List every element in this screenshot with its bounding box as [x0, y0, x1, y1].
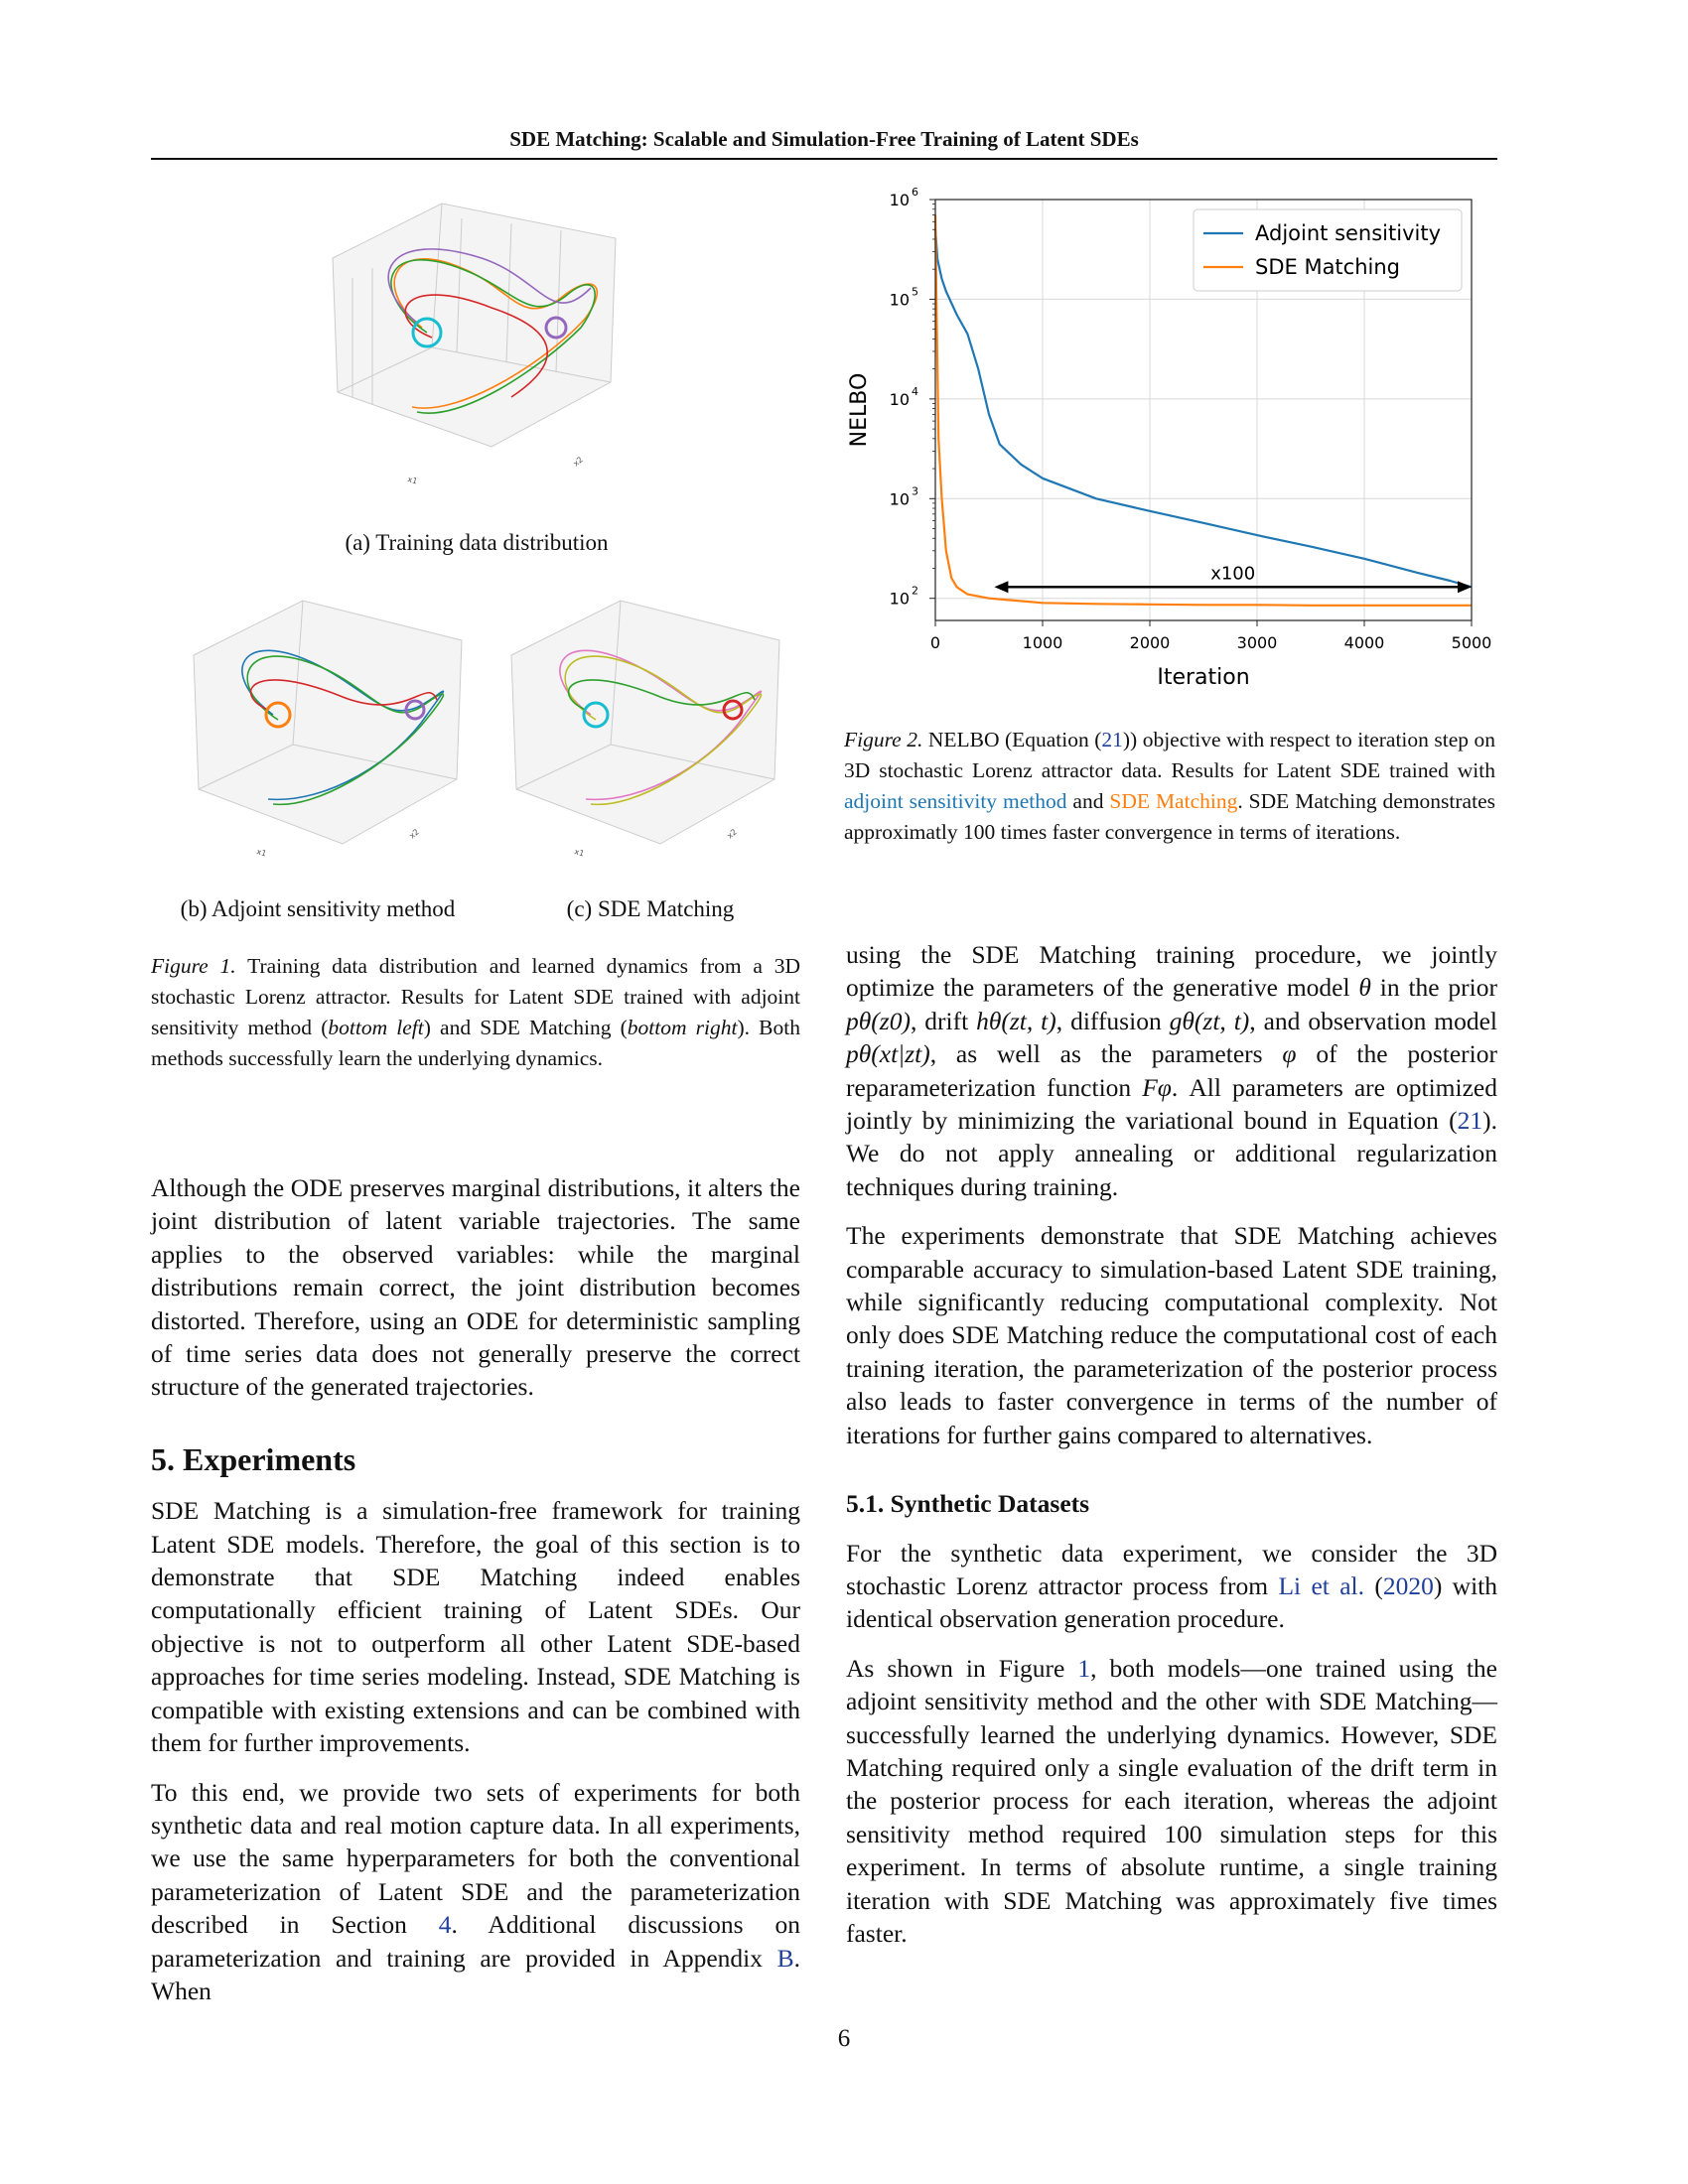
axis-label-x2: x2	[725, 827, 739, 841]
legend-label: SDE Matching	[1255, 255, 1400, 279]
figure2-caption: Figure 2. NELBO (Equation (21)) objective with respect to iteration step on 3D stochastic Lorenz attractor data. Results for Latent SDE trained with adjoint sensitivity method and SDE Matching. SDE Matching demonstrates approximatly 100 times faster convergence in terms of iterations.	[844, 728, 1495, 844]
axis-label-x2: x2	[407, 827, 421, 841]
paragraph-synthetic-setup: For the synthetic data experiment, we consider the 3D stochastic Lorenz attractor process from Li et al. (2020) with identical observation generation procedure.	[846, 1538, 1498, 1634]
figure1b-caption: (b) Adjoint sensitivity method	[180, 896, 456, 921]
figure-ref-1[interactable]: 1	[1077, 1653, 1091, 1683]
legend-label: Adjoint sensitivity	[1255, 221, 1442, 245]
citation-li-et-al[interactable]: Li et al.	[1278, 1570, 1364, 1600]
y-tick-label: 10	[889, 589, 910, 609]
figure1-label: Figure 1.	[151, 954, 236, 978]
section-heading-experiments: 5. Experiments	[151, 1440, 356, 1477]
page-number: 6	[837, 2025, 851, 2052]
axis-label-x1: x1	[255, 847, 268, 859]
citation-year[interactable]: 2020	[1382, 1570, 1434, 1600]
annotation-arrowhead-right	[1458, 581, 1472, 593]
running-header: SDE Matching: Scalable and Simulation-Free Training of Latent SDEs	[509, 127, 1139, 151]
header-rule	[151, 158, 1497, 160]
y-tick-exponent: 6	[912, 186, 918, 199]
left-column	[151, 1171, 800, 2023]
y-tick-label: 10	[889, 191, 910, 209]
axis-label-x1: x1	[573, 847, 586, 859]
paragraph-experiments-setup: To this end, we provide two sets of experiments for both synthetic data and real motion capture data. In all experiments, we use the same hyperparameters for both the conventional parameterization of Latent SDE and the parameterization described in Section 4. Additional discussions on parameterization and training are provided in Appendix B. When	[151, 1777, 800, 2005]
paragraph-synthetic-results: As shown in Figure 1, both models—one trained using the adjoint sensitivity method and the other with SDE Matching—successfully learned the underlying dynamics. However, SDE Matching required only a single evaluation of the drift term in the posterior process for each iteration, whereas the adjoint sensitivity method required 100 simulation steps for this experiment. In terms of absolute runtime, a single training iteration with SDE Matching was approximately five times faster.	[846, 1653, 1497, 1948]
paragraph-training-procedure: using the SDE Matching training procedure, we jointly optimize the parameters of the generative model θ in the prior pθ(z0), drift hθ(zt, t), diffusion gθ(zt, t), and observation model pθ(xt|zt), as well as the parameters φ of the posterior reparameterization function Fφ. All parameters are optimized jointly by minimizing the variational bound in Equation (21). We do not apply annealing or additional regularization techniques during training.	[846, 940, 1498, 1201]
paragraph-results-summary: The experiments demonstrate that SDE Matching achieves comparable accuracy to simulation-based Latent SDE training, while significantly reducing computational complexity. Not only does SDE Matching reduce the computational cost of each training iteration, the parameterization of the posterior process also leads to faster convergence in terms of the number of iterations for further gains compared to alternatives.	[846, 1221, 1497, 1449]
annotation-arrowhead-left	[994, 581, 1008, 593]
x-tick-label: 0	[929, 633, 941, 652]
subsection-heading-synthetic: 5.1. Synthetic Datasets	[846, 1489, 1090, 1519]
appendix-ref-b[interactable]: B	[776, 1943, 794, 1973]
axis-label-x1: x1	[406, 475, 419, 486]
right-column	[846, 938, 1497, 1966]
adjoint-colored-text: adjoint sensitivity method	[844, 789, 1067, 813]
paragraph-experiments-intro: SDE Matching is a simulation-free framework for training Latent SDE models. Therefore, the goal of this section is to demonstrate that SDE Matching indeed enables computationally efficient training of Latent SDEs. Our objective is not to outperform all other Latent SDE-based approaches for time series modeling. Instead, SDE Matching is compatible with existing extensions and can be combined with them for further improvements.	[151, 1496, 800, 1758]
figure2-label: Figure 2.	[844, 728, 923, 751]
figure1c-caption: (c) SDE Matching	[566, 896, 735, 921]
y-tick-exponent: 5	[912, 285, 918, 299]
lorenz-plot-training-data	[313, 179, 640, 511]
y-tick-exponent: 4	[912, 384, 918, 398]
annotation-label: x100	[1210, 563, 1256, 585]
y-tick-exponent: 3	[912, 484, 918, 498]
x-tick-label: 1000	[1022, 633, 1063, 652]
y-tick-label: 10	[889, 489, 910, 509]
x-tick-label: 4000	[1343, 633, 1385, 652]
legend	[1194, 209, 1462, 291]
y-tick-exponent: 2	[912, 584, 918, 598]
y-axis-label: NELBO	[847, 372, 872, 448]
figure1a-caption: (a) Training data distribution	[345, 530, 609, 555]
section-ref-4[interactable]: 4	[438, 1910, 452, 1940]
lorenz-plot-sde-matching	[496, 586, 794, 884]
sde-colored-text: SDE Matching	[1109, 789, 1238, 813]
x-tick-label: 5000	[1451, 633, 1492, 652]
equation-ref-21[interactable]: 21	[1101, 728, 1123, 751]
3d-axes-box	[333, 204, 616, 447]
figure1-caption: Figure 1. Training data distribution and learned dynamics from a 3D stochastic Lorenz attractor. Results for Latent SDE trained with adjoint sensitivity method (bottom left) and SDE Matching (bottom right). Both methods successfully learn the underlying dynamics.	[151, 954, 801, 1070]
equation-ref-21[interactable]: 21	[1457, 1106, 1483, 1136]
x-tick-label: 3000	[1236, 633, 1278, 652]
y-tick-label: 10	[889, 290, 910, 310]
y-tick-label: 10	[889, 389, 910, 409]
x-axis-label: Iteration	[1157, 665, 1250, 690]
x-tick-label: 2000	[1129, 633, 1171, 652]
paragraph-ode: Although the ODE preserves marginal distributions, it alters the joint distribution of latent variable trajectories. The same applies to the observed variables: while the marginal distributions remain correct, the joint distribution becomes distorted. Therefore, using an ODE for deterministic sampling of time series data does not generally preserve the correct structure of the generated trajectories.	[151, 1173, 800, 1402]
nelbo-chart	[844, 184, 1494, 690]
lorenz-plot-adjoint	[179, 586, 477, 884]
axis-label-x2: x2	[571, 455, 585, 469]
